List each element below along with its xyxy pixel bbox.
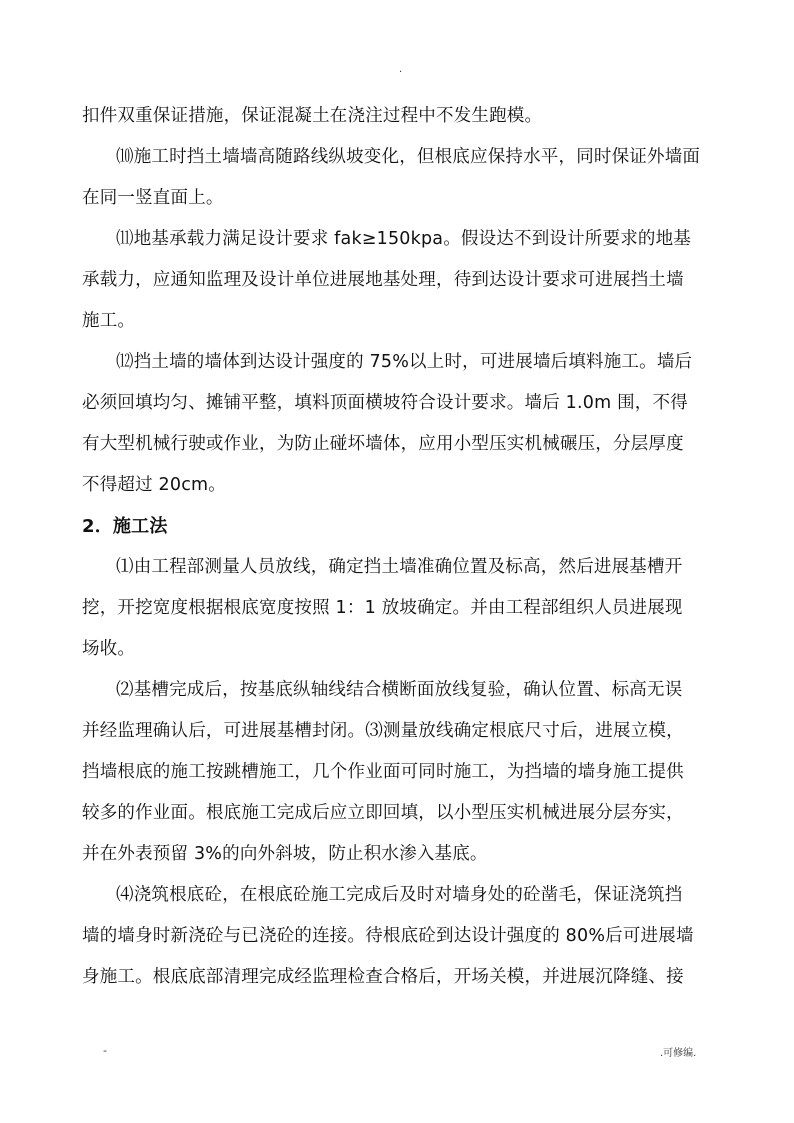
section-heading: 2．施工法 [82,516,168,537]
text-line: 并在外表预留 3%的向外斜坡，防止积水渗入基底。 [82,844,488,864]
text-line: 较多的作业面。根底施工完成后应立即回填，以小型压实机械进展分层夯实， [82,803,684,823]
text-line: ⑽施工时挡土墙墙高随路线纵坡变化，但根底应保持水平，同时保证外墙面 [116,147,701,167]
header-mark: . [399,64,403,75]
text-line: 承载力，应通知监理及设计单位进展地基处理，待到达设计要求可进展挡土墙 [82,270,684,290]
text-line: 扣件双重保证措施，保证混凝土在浇注过程中不发生跑模。 [82,106,543,126]
text-line: 不得超过 20cm。 [82,475,226,495]
text-line: 挖，开挖宽度根据根底宽度按照 1：1 放坡确定。并由工程部组织人员进展现 [82,598,683,618]
text-line: ⑿挡土墙的墙体到达设计强度的 75%以上时，可进展墙后填料施工。墙后 [116,352,693,372]
footer-left-mark: - [103,1044,107,1057]
text-line: 在同一竖直面上。 [82,188,224,208]
text-line: ⑴由工程部测量人员放线，确定挡土墙准确位置及标高，然后进展基槽开 [116,557,683,577]
text-line: 场收。 [82,639,136,659]
text-line: 墙的墙身时新浇砼与已浇砼的连接。待根底砼到达设计强度的 80%后可进展墙 [82,926,694,946]
footer-right-text: .可修编. [660,1048,697,1059]
text-line: 必须回填均匀、摊铺平整，填料顶面横坡符合设计要求。墙后 1.0m 围，不得 [82,393,688,413]
text-line: ⑾地基承载力满足设计要求 fak≥150kpa。假设达不到设计所要求的地基 [116,229,692,249]
text-line: 并经监理确认后，可进展基槽封闭。⑶测量放线确定根底尺寸后，进展立模， [82,721,684,741]
text-line: 挡墙根底的施工按跳槽施工，几个作业面可同时施工，为挡墙的墙身施工提供 [82,762,684,782]
text-line: 施工。 [82,311,136,331]
text-line: 有大型机械行驶或作业，为防止碰坏墙体，应用小型压实机械碾压，分层厚度 [82,434,684,454]
document-body [82,96,722,998]
text-line: ⑷浇筑根底砼，在根底砼施工完成后及时对墙身处的砼凿毛，保证浇筑挡 [116,885,683,905]
text-line: 身施工。根底底部清理完成经监理检查合格后，开场关模，并进展沉降缝、接 [82,967,684,987]
text-line: ⑵基槽完成后，按基底纵轴线结合横断面放线复验，确认位置、标高无误 [116,680,683,700]
